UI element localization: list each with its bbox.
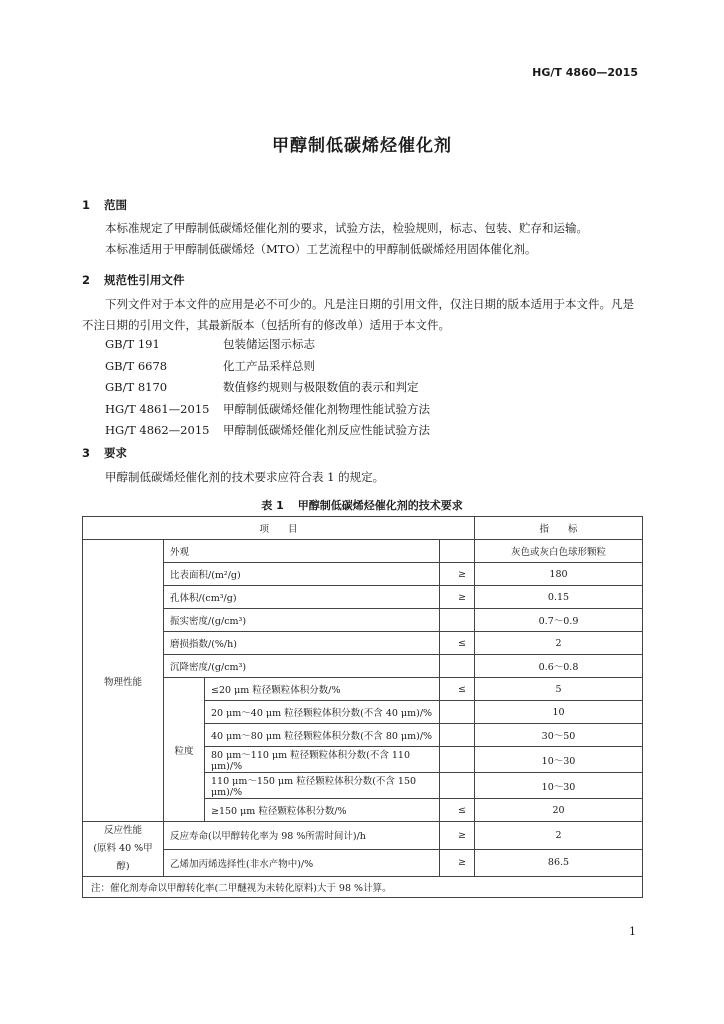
reference-item xyxy=(105,399,430,421)
reference-title: 数值修约规则与极限数值的表示和判定 xyxy=(223,380,419,394)
value-cell: 灰色或灰白色球形颗粒 xyxy=(475,540,643,563)
relation-cell: ≤ xyxy=(440,632,475,655)
section-1-heading xyxy=(82,197,127,213)
table-note: 注：催化剂寿命以甲醇转化率(二甲醚视为未转化原料)大于 98 %计算。 xyxy=(83,877,643,898)
item-name-cell: 沉降密度/(g/cm³) xyxy=(164,655,440,678)
relation-cell xyxy=(440,701,475,724)
header-item-cell: 项 目 xyxy=(83,517,475,540)
table-row xyxy=(83,632,643,655)
relation-cell xyxy=(440,747,475,773)
relation-cell: ≥ xyxy=(440,563,475,586)
item-name-cell: 比表面积/(m²/g) xyxy=(164,563,440,586)
value-cell: 180 xyxy=(475,563,643,586)
relation-cell: ≤ xyxy=(440,799,475,822)
item-name-cell: ≤20 μm 粒径颗粒体积分数/% xyxy=(205,678,440,701)
section-3-heading xyxy=(82,445,127,461)
section-title: 范围 xyxy=(104,198,127,212)
item-name-cell: 乙烯加丙烯选择性(非水产物中)/% xyxy=(164,849,440,877)
value-cell: 10～30 xyxy=(475,773,643,799)
table-row xyxy=(83,822,643,850)
reference-item xyxy=(105,420,430,442)
item-name-cell: 反应寿命(以甲醇转化率为 98 %所需时间计)/h xyxy=(164,822,440,850)
item-name-cell: 孔体积/(cm³/g) xyxy=(164,586,440,609)
table-caption-title: 甲醇制低碳烯烃催化剂的技术要求 xyxy=(297,499,463,512)
table-row xyxy=(83,678,643,701)
relation-cell xyxy=(440,540,475,563)
paragraph: 本标准适用于甲醇制低碳烯烃（MTO）工艺流程中的甲醇制低碳烯烃用固体催化剂。 xyxy=(105,242,537,256)
group-label-line: (原料 40 %甲醇) xyxy=(93,843,153,872)
document-title: 甲醇制低碳烯烃催化剂 xyxy=(272,136,452,156)
value-cell: 0.6～0.8 xyxy=(475,655,643,678)
item-name-cell: 40 μm～80 μm 粒径颗粒体积分数(不含 80 μm)/% xyxy=(205,724,440,747)
relation-cell xyxy=(440,724,475,747)
value-cell: 5 xyxy=(475,678,643,701)
relation-cell xyxy=(440,773,475,799)
table-row xyxy=(83,609,643,632)
table-row xyxy=(83,586,643,609)
reference-item xyxy=(105,334,430,356)
group-cell: 物理性能 xyxy=(83,540,164,822)
item-name-cell: 80 μm～110 μm 粒径颗粒体积分数(不含 110 μm)/% xyxy=(205,747,440,773)
item-name-cell: 110 μm～150 μm 粒径颗粒体积分数(不含 150 μm)/% xyxy=(205,773,440,799)
relation-cell xyxy=(440,609,475,632)
relation-cell: ≥ xyxy=(440,586,475,609)
item-name-cell: 20 μm～40 μm 粒径颗粒体积分数(不含 40 μm)/% xyxy=(205,701,440,724)
relation-cell xyxy=(440,655,475,678)
reference-code: HG/T 4861—2015 xyxy=(105,401,210,416)
section-title: 规范性引用文件 xyxy=(104,273,185,287)
value-cell: 2 xyxy=(475,822,643,850)
value-cell: 0.7～0.9 xyxy=(475,609,643,632)
reference-code: GB/T 191 xyxy=(105,337,160,351)
item-name-cell: 磨损指数/(%/h) xyxy=(164,632,440,655)
table-row xyxy=(83,655,643,678)
table-note-row xyxy=(83,877,643,898)
section-title: 要求 xyxy=(104,446,127,460)
value-cell: 10～30 xyxy=(475,747,643,773)
value-cell: 30～50 xyxy=(475,724,643,747)
reference-code: GB/T 6678 xyxy=(105,358,168,373)
reference-title: 甲醇制低碳烯烃催化剂反应性能试验方法 xyxy=(223,423,430,437)
relation-cell: ≤ xyxy=(440,678,475,701)
table-caption-number: 表 1 xyxy=(261,499,284,512)
header-value-cell: 指 标 xyxy=(475,517,643,540)
paragraph: 甲醇制低碳烯烃催化剂的技术要求应符合表 1 的规定。 xyxy=(105,470,385,484)
relation-cell: ≥ xyxy=(440,849,475,877)
table-row xyxy=(83,540,643,563)
table-header-row xyxy=(83,517,643,540)
section-number: 1 xyxy=(82,198,91,212)
paragraph: 本标准规定了甲醇制低碳烯烃催化剂的要求，试验方法，检验规则，标志、包装、贮存和运输。 xyxy=(105,221,588,235)
item-name-cell: ≥150 μm 粒径颗粒体积分数/% xyxy=(205,799,440,822)
subgroup-cell: 粒度 xyxy=(164,678,205,822)
value-cell: 20 xyxy=(475,799,643,822)
requirements-table xyxy=(82,516,643,898)
table-row xyxy=(83,849,643,877)
section-number: 2 xyxy=(82,273,91,287)
item-name-cell: 外观 xyxy=(164,540,440,563)
value-cell: 0.15 xyxy=(475,586,643,609)
section-2-body xyxy=(82,294,642,336)
page-number: 1 xyxy=(629,925,636,938)
value-cell: 86.5 xyxy=(475,849,643,877)
section-1-body xyxy=(82,218,642,260)
table-row xyxy=(83,563,643,586)
group-cell xyxy=(83,822,164,877)
reference-item xyxy=(105,356,430,378)
reference-code: HG/T 4862—2015 xyxy=(105,423,210,437)
standard-code: HG/T 4860—2015 xyxy=(532,66,638,79)
reference-title: 化工产品采样总则 xyxy=(223,358,315,373)
reference-title: 包装储运图示标志 xyxy=(223,337,315,351)
item-name-cell: 振实密度/(g/cm³) xyxy=(164,609,440,632)
group-label-line: 反应性能 xyxy=(103,825,142,836)
reference-list xyxy=(105,334,430,442)
reference-code: GB/T 8170 xyxy=(105,380,168,394)
section-number: 3 xyxy=(82,446,91,460)
section-2-heading xyxy=(82,272,185,288)
value-cell: 10 xyxy=(475,701,643,724)
relation-cell: ≥ xyxy=(440,822,475,850)
section-3-body xyxy=(82,467,642,488)
value-cell: 2 xyxy=(475,632,643,655)
table-caption xyxy=(0,497,724,513)
reference-item xyxy=(105,377,430,399)
paragraph: 下列文件对于本文件的应用是必不可少的。凡是注日期的引用文件，仅注日期的版本适用于本文件。凡是不注日期的引用文件，其最新版本（包括所有的修改单）适用于本文件。 xyxy=(82,297,634,332)
reference-title: 甲醇制低碳烯烃催化剂物理性能试验方法 xyxy=(223,401,430,416)
